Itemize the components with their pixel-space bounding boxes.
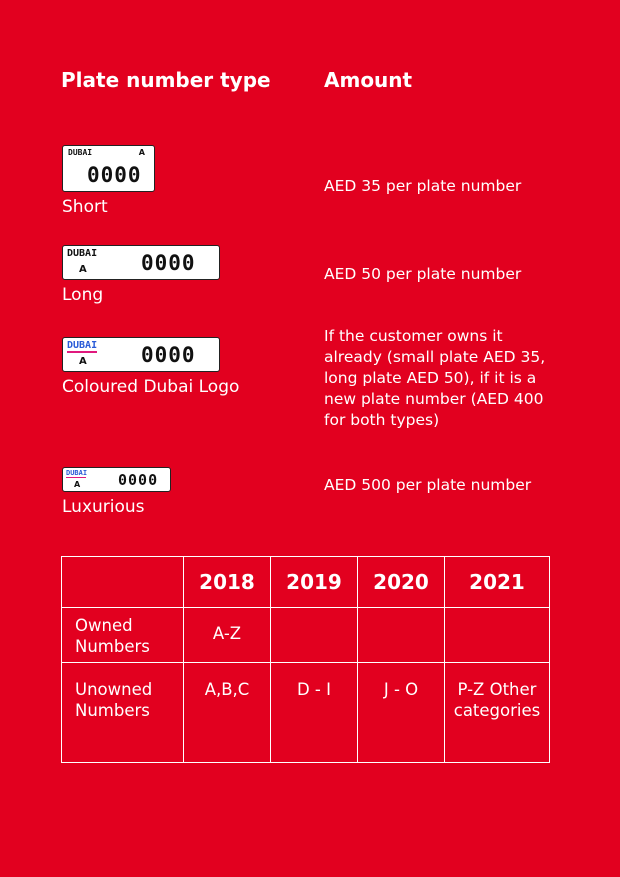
row-label: Unowned Numbers (62, 663, 184, 763)
plate-letter: A (74, 480, 81, 489)
year-header: 2021 (445, 557, 550, 608)
short-amount: AED 35 per plate number (324, 177, 522, 195)
plate-brand-coloured: DUBAI (67, 340, 98, 351)
plate-letter: A (79, 356, 87, 367)
year-schedule-table (61, 556, 550, 763)
year-header: 2018 (184, 557, 271, 608)
luxurious-amount: AED 500 per plate number (324, 476, 532, 494)
plate-brand: DUBAI (68, 148, 93, 157)
table-row (62, 663, 550, 763)
long-label: Long (62, 285, 104, 305)
table-cell: A,B,C (184, 663, 271, 763)
table-cell (445, 608, 550, 663)
table-cell: A-Z (184, 608, 271, 663)
plate-number: 0000 (141, 251, 196, 275)
coloured-amount: If the customer owns it already (small plate AED 35, long plate AED 50), if it is a new plate number (AED 400 for both types) (324, 327, 546, 429)
long-amount: AED 50 per plate number (324, 265, 522, 283)
table-cell: D - I (271, 663, 358, 763)
plate-number: 0000 (141, 343, 196, 367)
table-cell (271, 608, 358, 663)
table-row (62, 608, 550, 663)
luxurious-label: Luxurious (62, 497, 145, 517)
short-label: Short (62, 197, 108, 217)
table-cell (358, 608, 445, 663)
table-cell: J - O (358, 663, 445, 763)
table-cell: P-Z Other categories (445, 663, 550, 763)
plate-letter: A (138, 148, 145, 157)
plate-type-header: Plate number type (61, 68, 271, 92)
amount-header: Amount (324, 68, 413, 92)
luxurious-plate-image (62, 467, 171, 492)
plate-letter: A (79, 264, 87, 275)
coloured-plate-image (62, 337, 220, 372)
table-header-row (62, 557, 550, 608)
row-label: Owned Numbers (62, 608, 184, 663)
plate-number: 0000 (87, 163, 142, 187)
year-header: 2019 (271, 557, 358, 608)
coloured-label: Coloured Dubai Logo (62, 377, 240, 397)
table-corner-cell (62, 557, 184, 608)
plate-number: 0000 (118, 471, 159, 489)
plate-brand: DUBAI (67, 248, 98, 259)
logo-accent-line (67, 351, 97, 353)
year-header: 2020 (358, 557, 445, 608)
logo-accent-line (66, 477, 86, 478)
plate-brand-coloured: DUBAI (66, 469, 88, 477)
long-plate-image (62, 245, 220, 280)
short-plate-image (62, 145, 155, 192)
